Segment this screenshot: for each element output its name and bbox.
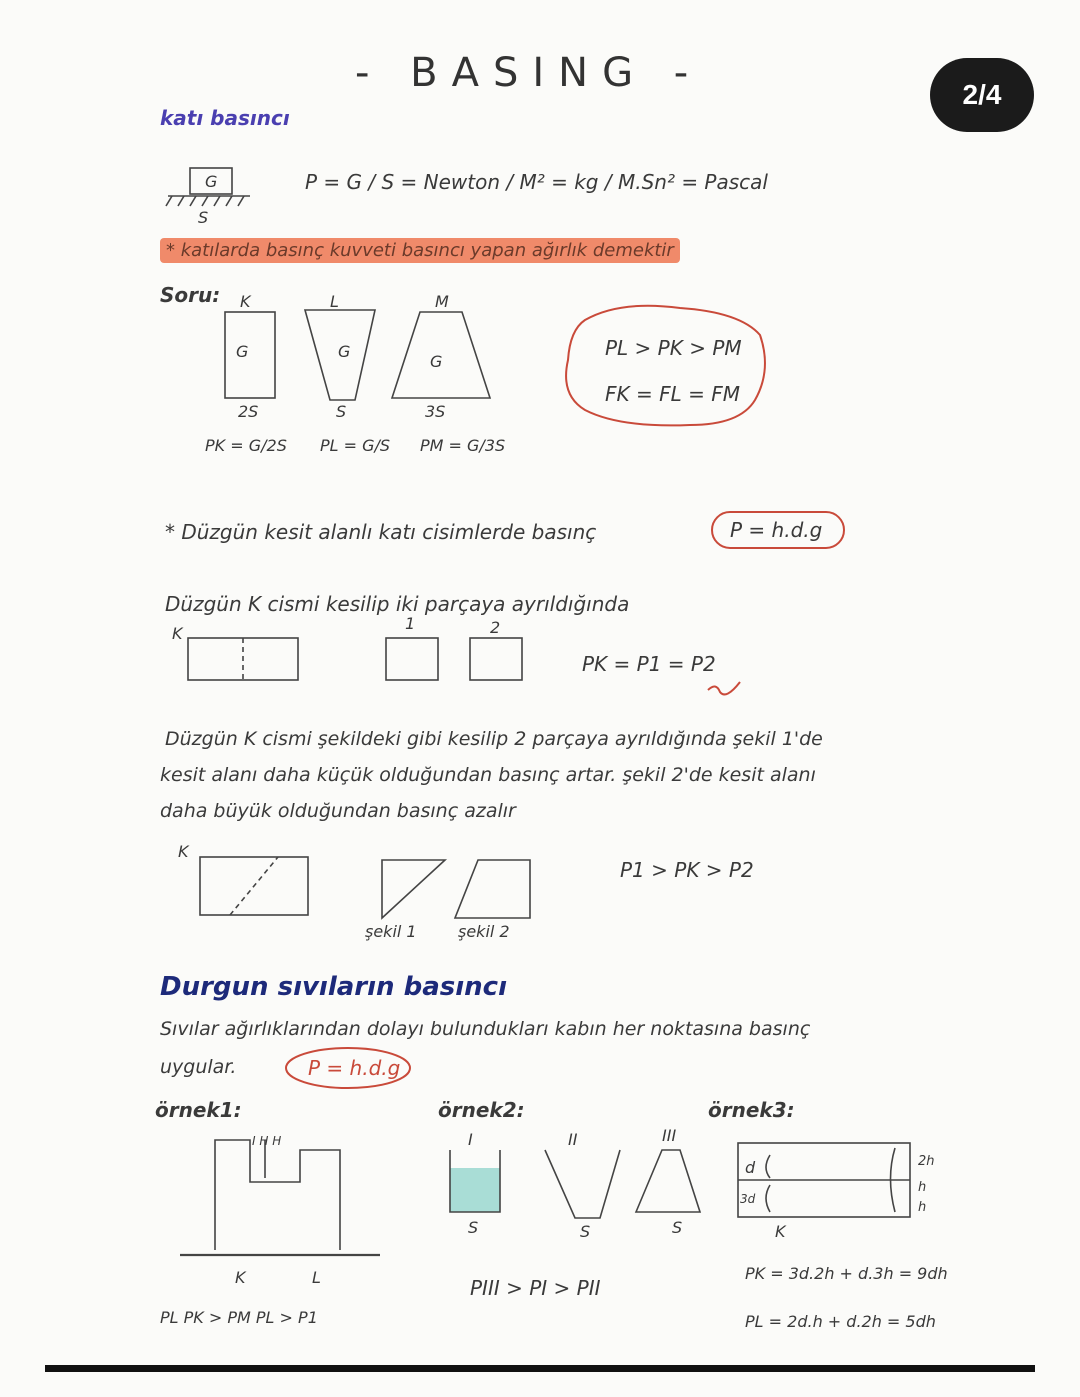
example2-result: PIII > PI > PII [470, 1276, 601, 1300]
part-label-2: 2 [490, 618, 501, 637]
bubble-pressure-order: PL > PK > PM [605, 336, 742, 360]
object-label-M: M [435, 292, 449, 311]
object-label-K: K [240, 292, 251, 311]
area-M: 3S [425, 402, 446, 421]
k-label-1: K [172, 624, 183, 643]
page-bottom-border [45, 1365, 1035, 1372]
sivi-formula: P = h.d.g [308, 1056, 401, 1080]
example1-result: PL PK > PM PL > P1 [160, 1308, 318, 1327]
object-L-weight: G [338, 342, 351, 361]
check-squiggle [708, 682, 740, 694]
cloud-bubble [566, 306, 765, 426]
k-diagonal-rectangle [200, 857, 308, 915]
example3-label: örnek3: [708, 1098, 795, 1122]
example2-numeral-1: I [468, 1130, 473, 1149]
example3-3d: 3d [740, 1192, 756, 1206]
example3-line-2: PL = 2d.h + d.2h = 5dh [745, 1312, 936, 1331]
section-heading-durgun-sivi: Durgun sıvıların basıncı [160, 972, 507, 1002]
example2-containers [450, 1150, 700, 1218]
area-K: 2S [238, 402, 259, 421]
surface-label: S [198, 208, 209, 227]
kati-note-row [160, 240, 680, 261]
example3-h-2: h [918, 1180, 927, 1195]
equal-pressure-relation: PK = P1 = P2 [582, 652, 716, 676]
example1-point-K: K [235, 1268, 246, 1287]
example3-K: K [775, 1222, 786, 1241]
example1-label: örnek1: [155, 1098, 242, 1122]
shapes-sekil-1-2 [382, 860, 530, 918]
parts-1-2 [386, 638, 522, 680]
example2-numeral-2: II [568, 1130, 578, 1149]
example1-container [180, 1140, 380, 1255]
object-K-shape [225, 312, 275, 398]
highlighted-note: * katılarda basınç kuvveti basıncı yapan ağırlık demektir [160, 238, 680, 263]
pressure-formula: P = G / S = Newton / M² = kg / M.Sn² = Pascal [305, 170, 768, 194]
example3-line-1: PK = 3d.2h + d.3h = 9dh [745, 1264, 948, 1283]
example1-marks: I H H [252, 1134, 282, 1148]
explanation-line-2: kesit alanı daha küçük olduğundan basınç artar. şekil 2'de kesit alanı [160, 764, 816, 786]
example1-point-L: L [312, 1268, 321, 1287]
example2-area-3: S [672, 1218, 683, 1237]
sivi-description-2: uygular. [160, 1056, 237, 1078]
example3-h-3: h [918, 1200, 927, 1215]
example2-area-2: S [580, 1222, 591, 1241]
object-M-weight: G [430, 352, 443, 371]
pressure-order-2: P1 > PK > P2 [620, 858, 754, 882]
k-cut-rectangle [188, 638, 298, 680]
object-label-L: L [330, 292, 339, 311]
explanation-line-3: daha büyük olduğundan basınç azalır [160, 800, 516, 822]
duzgun-formula: P = h.d.g [730, 518, 823, 542]
page-indicator-badge: 2/4 [930, 58, 1034, 132]
pressure-L: PL = G/S [320, 436, 391, 455]
soru-label: Soru: [160, 283, 221, 307]
section-heading-kati-basinci: katı basıncı [160, 106, 290, 130]
pressure-M: PM = G/3S [420, 436, 506, 455]
object-K-weight: G [236, 342, 249, 361]
k-label-2: K [178, 842, 189, 861]
example2-label: örnek2: [438, 1098, 525, 1122]
bubble-force-equal: FK = FL = FM [605, 382, 740, 406]
explanation-line-1: Düzgün K cismi şekildeki gibi kesilip 2 parçaya ayrıldığında şekil 1'de [165, 728, 823, 750]
example3-diagram [738, 1143, 910, 1217]
area-L: S [336, 402, 347, 421]
box-weight-label: G [205, 172, 218, 191]
sivi-description-1: Sıvılar ağırlıklarından dolayı bulundukları kabın her noktasına basınç [160, 1018, 811, 1040]
example3-d: d [745, 1158, 756, 1177]
cut-description: Düzgün K cismi kesilip iki parçaya ayrıldığında [165, 592, 630, 616]
part-label-1: 1 [405, 614, 416, 633]
sekil-2-label: şekil 2 [458, 922, 510, 941]
sekil-1-label: şekil 1 [365, 922, 417, 941]
example2-area-1: S [468, 1218, 479, 1237]
pressure-K: PK = G/2S [205, 436, 287, 455]
page-title: - BASING - [355, 50, 703, 96]
example2-numeral-3: III [662, 1126, 677, 1145]
example3-h-1: 2h [918, 1154, 935, 1169]
duzgun-note: * Düzgün kesit alanlı katı cisimlerde basınç [165, 520, 597, 544]
